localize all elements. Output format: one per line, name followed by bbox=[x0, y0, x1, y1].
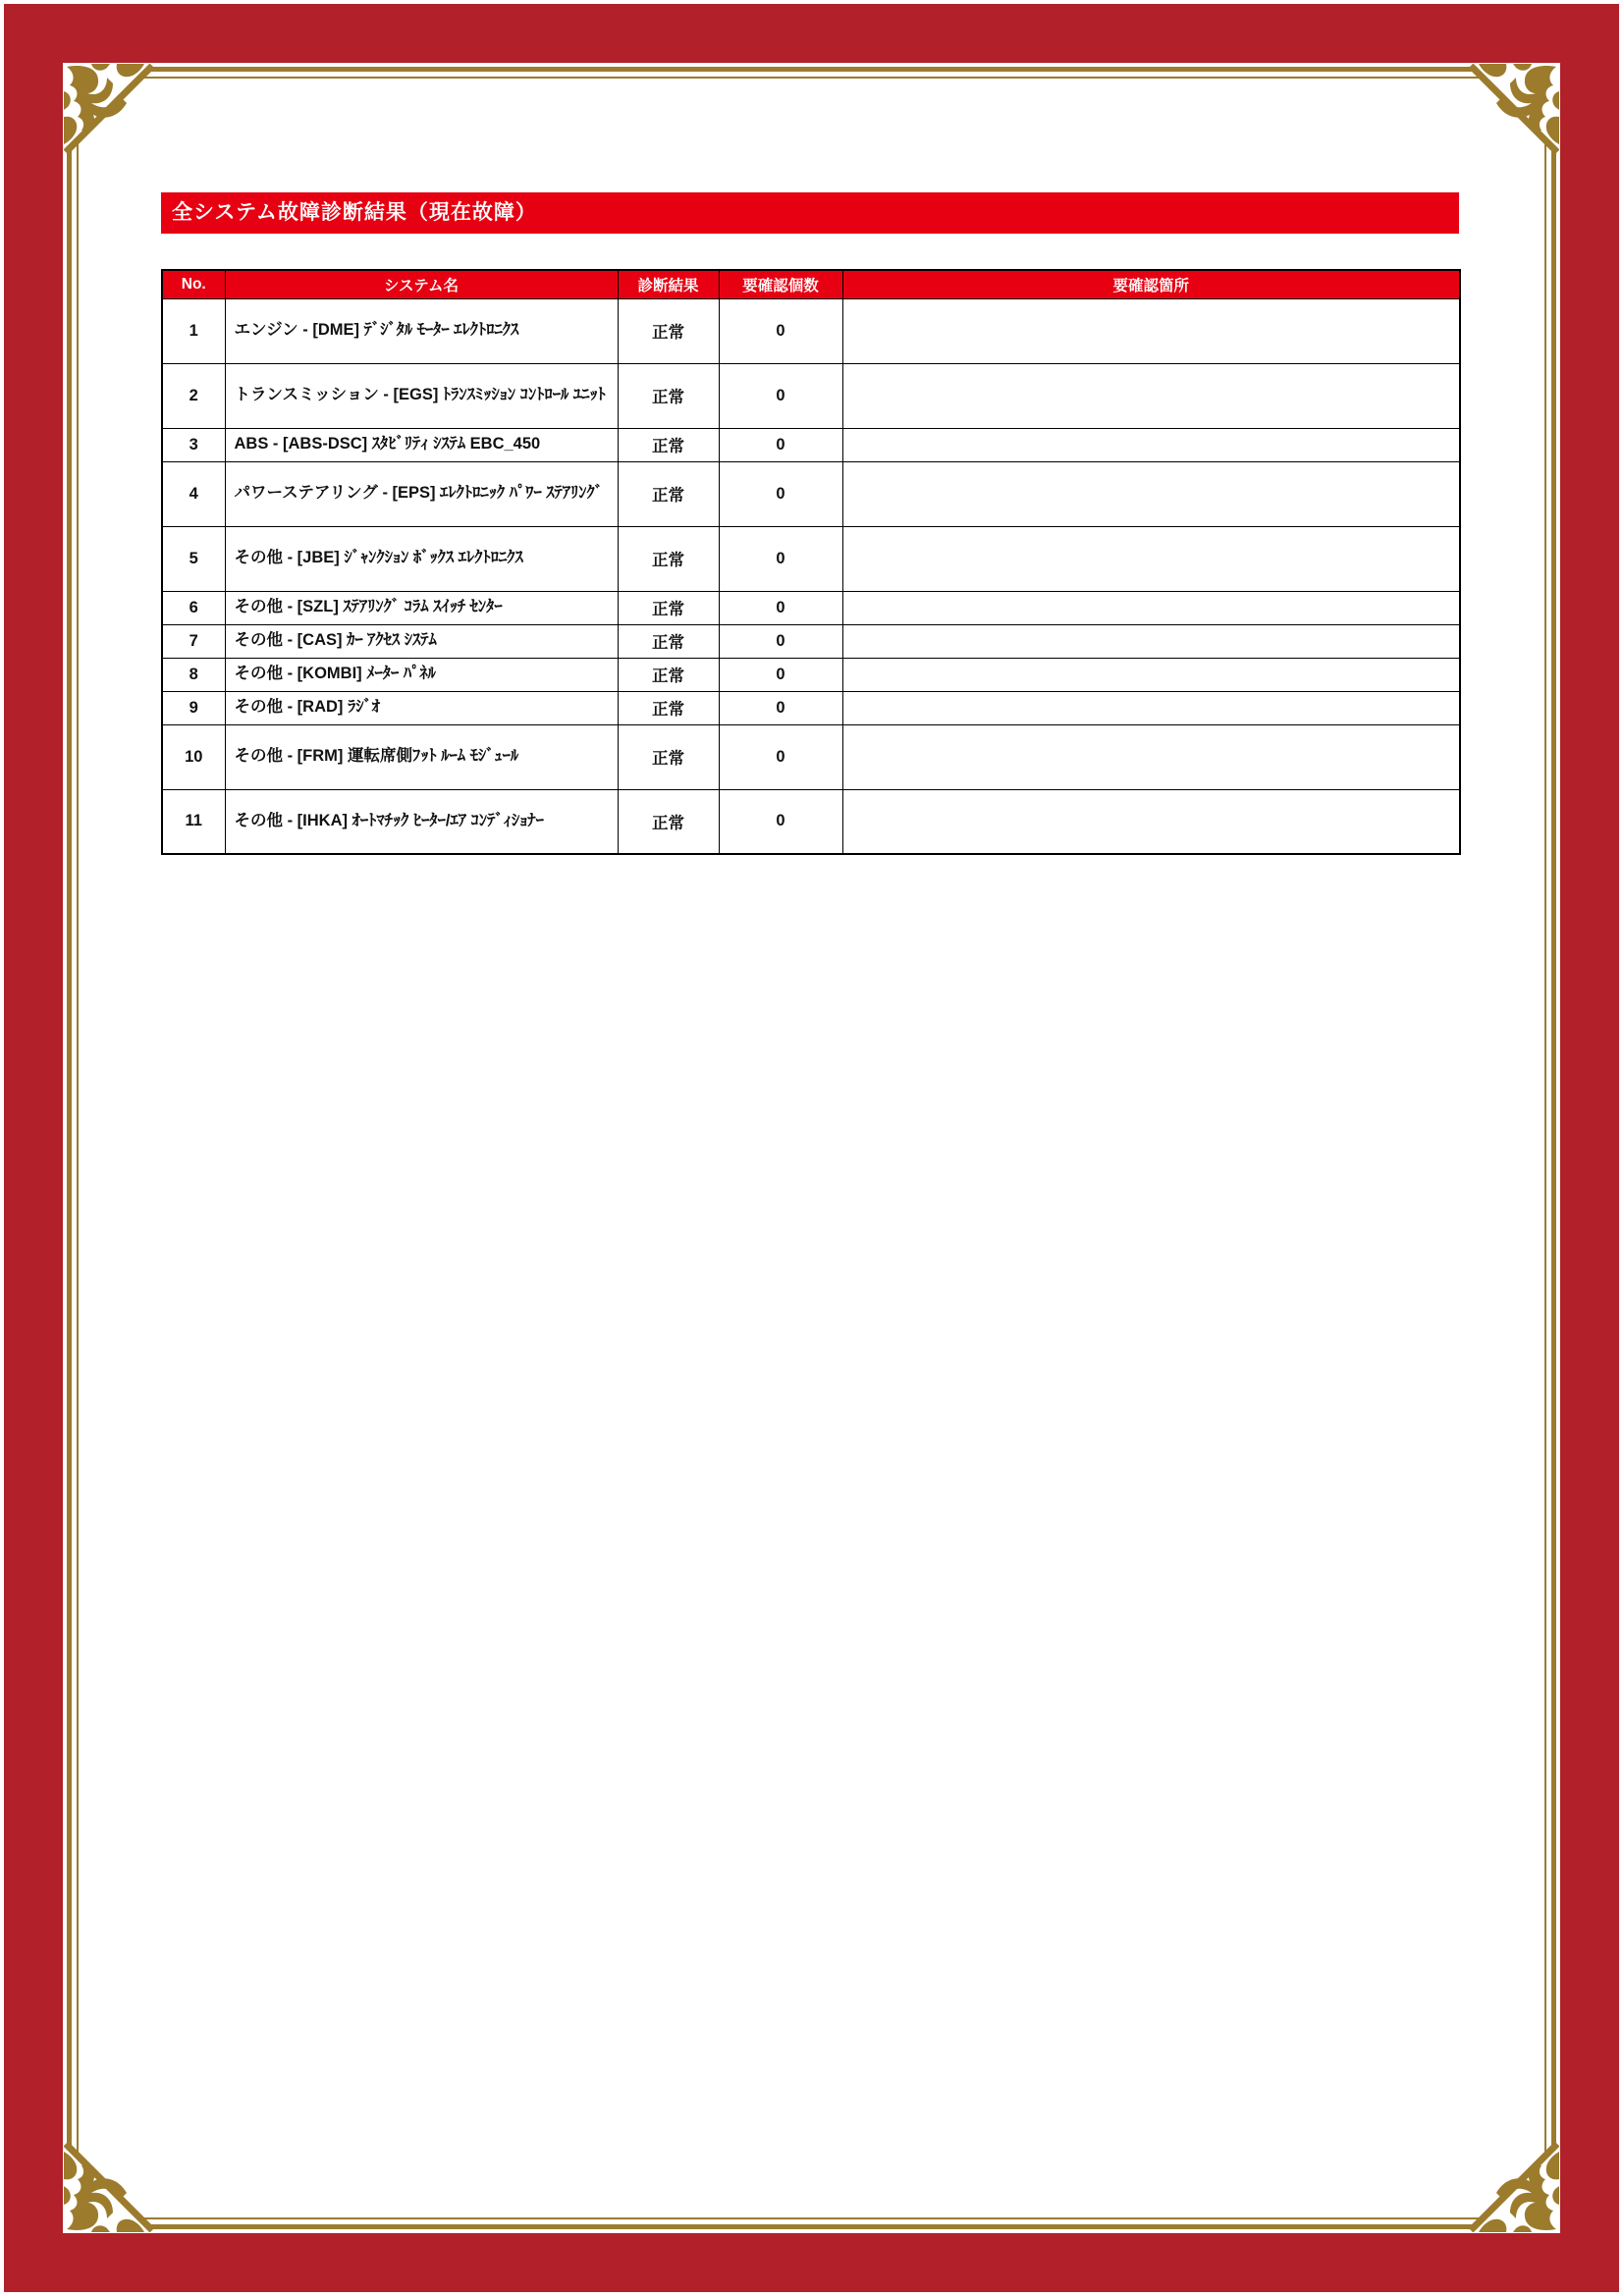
cell-count: 0 bbox=[719, 298, 842, 363]
table-row bbox=[162, 691, 1460, 724]
cell-location bbox=[842, 298, 1460, 363]
cell-no: 1 bbox=[162, 298, 225, 363]
cell-no: 11 bbox=[162, 789, 225, 854]
cell-count: 0 bbox=[719, 591, 842, 624]
cell-result: 正常 bbox=[618, 789, 719, 854]
cell-no: 6 bbox=[162, 591, 225, 624]
cell-count: 0 bbox=[719, 624, 842, 658]
cell-location bbox=[842, 363, 1460, 428]
corner-ornament-bottom-left bbox=[64, 2142, 154, 2232]
cell-system: その他 - [JBE] ｼﾞｬﾝｸｼｮﾝ ﾎﾞｯｸｽ ｴﾚｸﾄﾛﾆｸｽ bbox=[225, 526, 618, 591]
cell-system: エンジン - [DME] ﾃﾞｼﾞﾀﾙ ﾓｰﾀｰ ｴﾚｸﾄﾛﾆｸｽ bbox=[225, 298, 618, 363]
corner-ornament-bottom-right bbox=[1469, 2142, 1559, 2232]
cell-result: 正常 bbox=[618, 691, 719, 724]
cell-system: その他 - [CAS] ｶｰ ｱｸｾｽ ｼｽﾃﾑ bbox=[225, 624, 618, 658]
cell-no: 2 bbox=[162, 363, 225, 428]
table-row bbox=[162, 724, 1460, 789]
cell-location bbox=[842, 691, 1460, 724]
cell-result: 正常 bbox=[618, 624, 719, 658]
cell-location bbox=[842, 624, 1460, 658]
cell-no: 7 bbox=[162, 624, 225, 658]
table-row bbox=[162, 461, 1460, 526]
cell-system: その他 - [RAD] ﾗｼﾞｵ bbox=[225, 691, 618, 724]
cell-count: 0 bbox=[719, 789, 842, 854]
cell-result: 正常 bbox=[618, 363, 719, 428]
cell-location bbox=[842, 428, 1460, 461]
header-system-name: システム名 bbox=[225, 270, 618, 298]
table-header-row bbox=[162, 270, 1460, 298]
cell-no: 9 bbox=[162, 691, 225, 724]
cell-system: パワーステアリング - [EPS] ｴﾚｸﾄﾛﾆｯｸ ﾊﾟﾜｰ ｽﾃｱﾘﾝｸﾞ bbox=[225, 461, 618, 526]
cell-result: 正常 bbox=[618, 298, 719, 363]
cell-result: 正常 bbox=[618, 428, 719, 461]
cell-result: 正常 bbox=[618, 526, 719, 591]
cell-no: 10 bbox=[162, 724, 225, 789]
cell-location bbox=[842, 526, 1460, 591]
table-row bbox=[162, 363, 1460, 428]
cell-location bbox=[842, 461, 1460, 526]
cell-count: 0 bbox=[719, 658, 842, 691]
cell-count: 0 bbox=[719, 363, 842, 428]
header-no: No. bbox=[162, 270, 225, 298]
table-row bbox=[162, 658, 1460, 691]
cell-location bbox=[842, 789, 1460, 854]
cell-no: 4 bbox=[162, 461, 225, 526]
cell-result: 正常 bbox=[618, 461, 719, 526]
cell-count: 0 bbox=[719, 724, 842, 789]
cell-result: 正常 bbox=[618, 724, 719, 789]
cell-no: 8 bbox=[162, 658, 225, 691]
cell-no: 3 bbox=[162, 428, 225, 461]
cell-count: 0 bbox=[719, 428, 842, 461]
cell-system: その他 - [SZL] ｽﾃｱﾘﾝｸﾞ ｺﾗﾑ ｽｲｯﾁ ｾﾝﾀｰ bbox=[225, 591, 618, 624]
cell-location bbox=[842, 591, 1460, 624]
table-row bbox=[162, 298, 1460, 363]
cell-location bbox=[842, 724, 1460, 789]
cell-result: 正常 bbox=[618, 658, 719, 691]
corner-ornament-top-right bbox=[1469, 64, 1559, 154]
header-diagnosis-result: 診断結果 bbox=[618, 270, 719, 298]
table-row bbox=[162, 624, 1460, 658]
table-row bbox=[162, 526, 1460, 591]
cell-no: 5 bbox=[162, 526, 225, 591]
cell-system: その他 - [KOMBI] ﾒｰﾀｰ ﾊﾟﾈﾙ bbox=[225, 658, 618, 691]
cell-location bbox=[842, 658, 1460, 691]
table-row bbox=[162, 789, 1460, 854]
diagnosis-table-body bbox=[162, 298, 1460, 854]
header-confirm-location: 要確認箇所 bbox=[842, 270, 1460, 298]
cell-count: 0 bbox=[719, 691, 842, 724]
cell-system: ABS - [ABS-DSC] ｽﾀﾋﾞﾘﾃｨ ｼｽﾃﾑ EBC_450 bbox=[225, 428, 618, 461]
page-title: 全システム故障診断結果（現在故障） bbox=[161, 192, 1459, 234]
corner-ornament-top-left bbox=[64, 64, 154, 154]
table-row bbox=[162, 428, 1460, 461]
cell-result: 正常 bbox=[618, 591, 719, 624]
cell-count: 0 bbox=[719, 526, 842, 591]
header-confirm-count: 要確認個数 bbox=[719, 270, 842, 298]
cell-count: 0 bbox=[719, 461, 842, 526]
cell-system: その他 - [IHKA] ｵｰﾄﾏﾁｯｸ ﾋｰﾀｰ/ｴｱ ｺﾝﾃﾞｨｼｮﾅｰ bbox=[225, 789, 618, 854]
cell-system: その他 - [FRM] 運転席側ﾌｯﾄ ﾙｰﾑ ﾓｼﾞｭｰﾙ bbox=[225, 724, 618, 789]
diagnosis-table bbox=[161, 269, 1461, 855]
cell-system: トランスミッション - [EGS] ﾄﾗﾝｽﾐｯｼｮﾝ ｺﾝﾄﾛｰﾙ ﾕﾆｯﾄ bbox=[225, 363, 618, 428]
table-row bbox=[162, 591, 1460, 624]
